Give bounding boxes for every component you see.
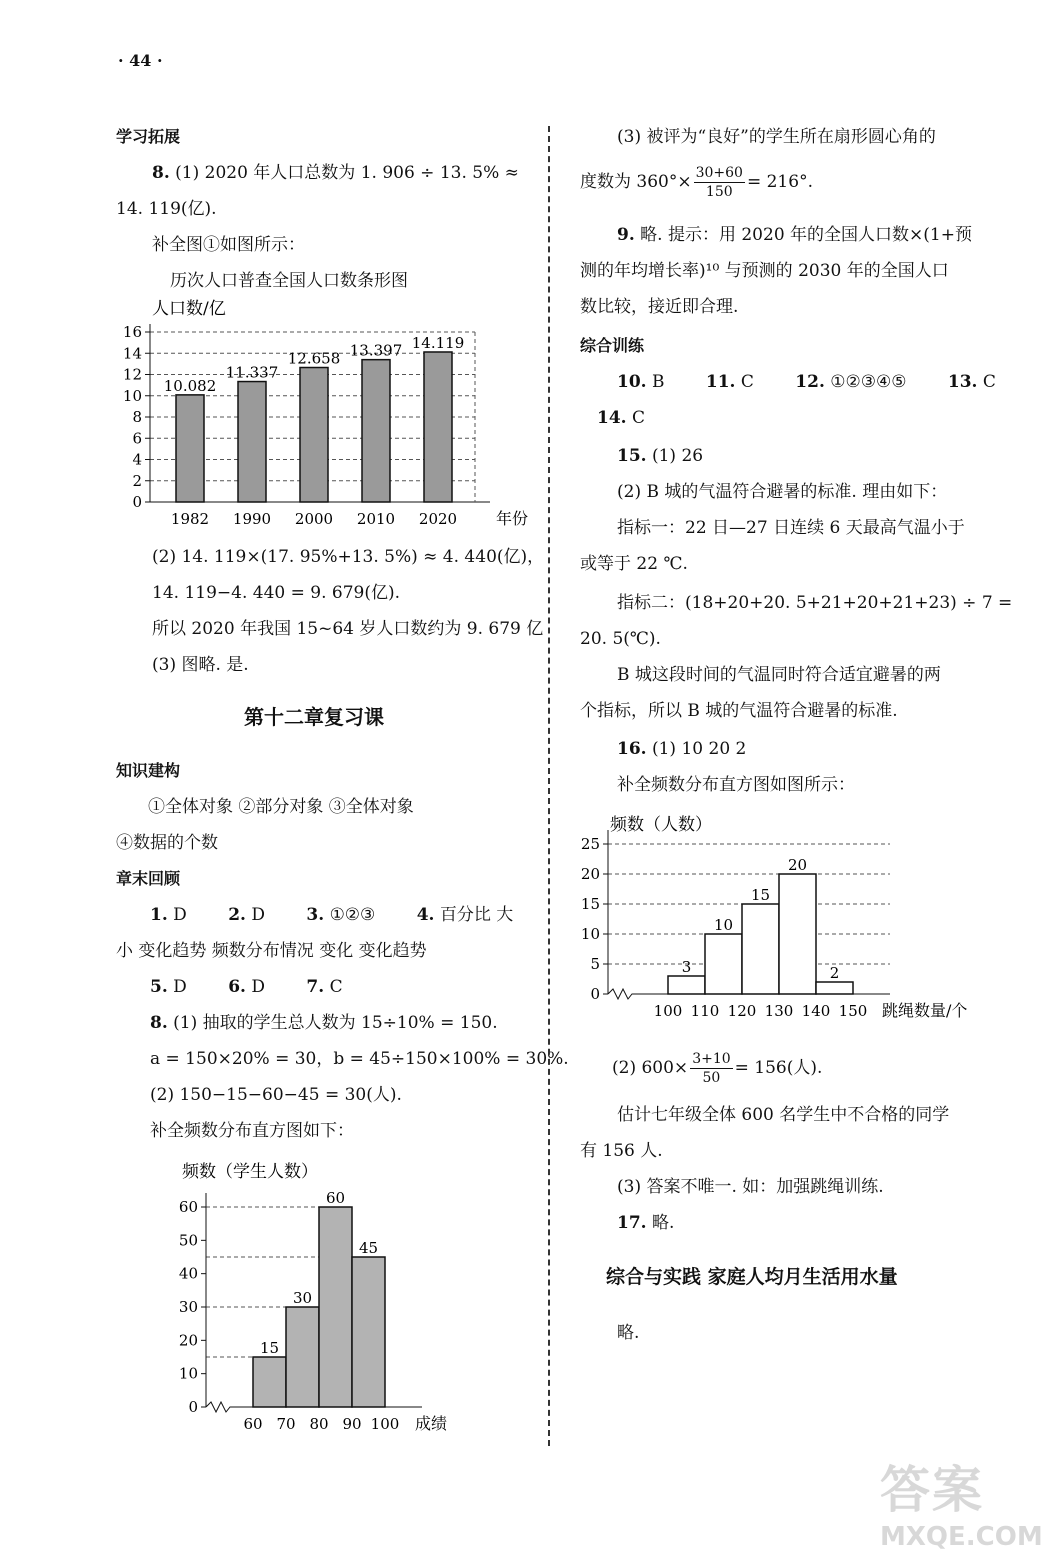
q1-number: 1. [150,905,168,925]
chart2-value-label: 30 [292,1289,313,1307]
q16-line-5: 有 156 人. [580,1141,663,1161]
chart1-value-label: 14.119 [411,333,465,352]
zhangmo-line-2: 小 变化趋势 频数分布情况 变化 变化趋势 [116,941,427,961]
chart3-edge-label: 110 [690,1002,720,1020]
q6-answer: D [251,977,265,997]
chart1-bar [362,360,390,502]
q15-answer: (1) 26 [651,446,704,466]
zonghe-line-1 [617,371,996,393]
q17-line [617,1212,674,1234]
chart3-value-label: 15 [750,886,771,904]
q16-prefix: (2) 600× [612,1058,689,1078]
q15-line-3: 指标一：22 日—27 日连续 6 天最高气温小于 [617,518,965,538]
zm8-line-3: (2) 150−15−60−45 = 30(人). [150,1085,402,1105]
chart3-xlabel: 跳绳数量/个 [882,1001,968,1020]
q6-number: 6. [228,977,246,997]
chart1-bar [300,368,328,502]
q5-answer: D [173,977,187,997]
chart2-value-label: 15 [259,1339,280,1357]
chart2-ytick-label: 60 [178,1198,198,1216]
zhishi-line-2: ④数据的个数 [116,833,218,853]
rope-skipping-histogram [570,810,990,1030]
chart2-ytick-label: 0 [188,1398,198,1416]
chart1-ytick-label: 16 [122,323,142,341]
chart1-ytick-label: 8 [132,408,142,426]
chart1-ytick-label: 2 [132,471,142,490]
chart3-bar [816,982,853,994]
q16-line-2: 补全频数分布直方图如图所示： [617,775,855,795]
chart3-value-label: 10 [713,916,734,934]
chart3-edge-label: 120 [727,1002,757,1020]
chart1-title: 历次人口普查全国人口数条形图 [170,271,408,291]
zm8-number: 8. [150,1013,168,1033]
chart1-ytick-label: 10 [122,386,142,405]
q16-number: 16. [617,739,647,759]
section-heading-xuexi: 学习拓展 [116,127,181,146]
q7-number: 7. [306,977,325,997]
chart1-value-label: 10.082 [163,376,217,395]
q8-3-prefix: 度数为 360°× [580,172,692,192]
zhishi-line-1: ①全体对象 ②部分对象 ③全体对象 [148,797,414,817]
q7-answer: C [329,977,343,997]
q8-3-fraction [694,164,745,201]
chart2-edge-label: 60 [243,1415,263,1433]
q15-line-2: (2) B 城的气温符合避暑的标准. 理由如下： [617,482,948,502]
chart2-bar [319,1207,352,1407]
q13-answer: C [982,372,996,392]
chart1-value-label: 13.397 [349,341,403,360]
chart3-bar [705,934,742,994]
q2-answer: D [251,905,265,925]
q16-line-4: 估计七年级全体 600 名学生中不合格的同学 [617,1105,950,1125]
chart3-value-label: 2 [829,964,840,982]
q9-line-1 [617,224,972,246]
chart1-ytick-label: 0 [132,493,142,511]
chart2-ytick-label: 10 [178,1364,198,1383]
chart2-edge-label: 80 [309,1415,329,1433]
section-heading-zhishi: 知识建构 [116,761,181,780]
population-bar-chart [110,292,530,537]
q15-number: 15. [617,446,647,466]
q11-answer: C [740,372,754,392]
q9-text-1: 略. 提示：用 2020 年的全国人口数×(1+预 [640,225,972,245]
q15-line-5: 指标二：(18+20+20. 5+21+20+21+23) ÷ 7 = [617,593,1013,613]
chart1-category-label: 1990 [232,510,272,528]
chart2-ytick-label: 40 [178,1264,198,1283]
q14-number: 14. [597,408,627,428]
q9-line-2: 测的年均增长率)¹⁰ 与预测的 2030 年的全国人口 [580,261,949,281]
watermark-text: MXQE.COM [880,1522,1043,1552]
chart1-category-label: 1982 [170,510,210,528]
chart2-edge-label: 90 [342,1415,362,1433]
chart3-edge-label: 100 [653,1002,683,1020]
zhangmo-line-3 [150,976,343,998]
chart1-bar [424,352,452,502]
chart3-value-label: 20 [787,856,808,874]
q16-answer: (1) 10 20 2 [651,739,747,759]
fraction-numerator: 3+10 [692,1051,731,1067]
q8-line-7: (3) 图略. 是. [152,655,249,675]
section-heading-zhangmo: 章末回顾 [116,869,181,888]
q3-answer: ①②③ [329,905,376,925]
column-divider [548,126,550,1446]
chart1-bar [176,395,204,502]
chart2-bar [352,1257,385,1407]
q17-number: 17. [617,1213,647,1233]
q11-number: 11. [705,372,736,392]
chart1-value-label: 11.337 [225,363,279,382]
q16-fraction [690,1050,732,1087]
q8-line-5: 14. 119−4. 440 = 9. 679(亿). [152,583,400,603]
practice-title: 综合与实践 家庭人均月生活用水量 [606,1266,898,1288]
chart1-ylabel: 人口数/亿 [152,299,226,319]
chapter-title: 第十二章复习课 [244,705,384,729]
q15-line-4: 或等于 22 ℃. [580,554,688,574]
q8-line-6: 所以 2020 年我国 15~64 岁人口数约为 9. 679 亿 [152,619,544,639]
chart1-category-label: 2000 [294,510,334,528]
q9-number: 9. [617,225,635,245]
practice-body: 略. [617,1323,640,1343]
zm8-line-1 [150,1012,498,1034]
chart2-axis-break [206,1402,234,1412]
zm8-line-2: a = 150×20% = 30，b = 45÷150×100% = 30%. [150,1049,569,1069]
watermark: 答案 MXQE.COM [880,1461,1043,1552]
q8-text-1: (1) 2020 年人口总数为 1. 906 ÷ 13. 5% ≈ [175,163,519,183]
chart1-ytick-label: 12 [122,365,142,384]
fraction-numerator: 30+60 [695,165,743,181]
chart3-value-label: 3 [681,958,692,976]
q8-line-3: 补全图①如图所示： [152,235,305,255]
chart1-category-label: 2020 [418,510,458,528]
chart1-ytick-label: 14 [122,344,142,363]
chart2-value-label: 60 [325,1189,346,1207]
zm8-line-4: 补全频数分布直方图如下： [150,1121,354,1141]
chart3-ytick-label: 0 [590,985,600,1003]
chart3-ylabel: 频数（人数） [610,815,712,835]
q8-line-2: 14. 119(亿). [116,199,217,219]
chart2-ytick-label: 50 [178,1231,198,1250]
q8-3-line-2 [580,162,813,202]
chart2-edge-label: 70 [276,1415,296,1433]
q17-answer: 略. [651,1213,675,1233]
chart3-ytick-label: 20 [580,865,600,883]
chart3-bar [742,904,779,994]
q5-number: 5. [150,977,168,997]
q10-answer: B [651,372,665,392]
chart2-bar [286,1307,319,1407]
q14-answer: C [631,408,645,428]
chart3-ytick-label: 15 [580,895,600,913]
q12-answer: ①②③④⑤ [830,372,907,392]
page-number: · 44 · [118,51,163,70]
zonghe-line-2 [597,407,645,429]
q16-line-1 [617,738,746,760]
chart2-ytick-label: 20 [178,1331,198,1350]
q8-3-line-1: (3) 被评为“良好”的学生所在扇形圆心角的 [617,127,936,147]
fraction-denominator: 150 [705,184,733,200]
chart3-axis-break [608,989,636,999]
chart1-bar [238,382,266,502]
chart3-edge-label: 130 [764,1002,794,1020]
zhangmo-line-1 [150,904,513,926]
chart3-ytick-label: 25 [580,835,600,853]
score-histogram [160,1155,490,1435]
chart2-edge-label: 100 [370,1415,400,1433]
q12-number: 12. [795,372,825,392]
q15-line-1 [617,445,703,467]
q1-answer: D [173,905,187,925]
chart2-ytick-label: 30 [178,1298,198,1316]
q13-number: 13. [947,372,978,392]
chart3-bar [668,976,705,994]
chart3-bar [779,874,816,994]
fraction-denominator: 50 [702,1070,721,1086]
section-heading-zonghe: 综合训练 [580,336,645,355]
q15-line-7: B 城这段时间的气温同时符合适宜避暑的两 [617,665,941,685]
chart2-bar [253,1357,286,1407]
q2-number: 2. [228,905,246,925]
q4-number: 4. [416,905,435,925]
chart3-edge-label: 140 [801,1002,831,1020]
q8-3-suffix: = 216°. [746,172,813,192]
chart2-xlabel: 成绩 [415,1414,448,1433]
chart3-ytick-label: 10 [580,925,600,943]
chart1-category-label: 2010 [356,510,396,528]
q16-line-3 [612,1048,822,1088]
zm8-text-1: (1) 抽取的学生总人数为 15÷10% = 150. [173,1013,498,1033]
q15-line-8: 个指标，所以 B 城的气温符合避暑的标准. [580,701,898,721]
chart3-edge-label: 150 [838,1002,868,1020]
chart2-value-label: 45 [358,1239,379,1257]
q16-suffix: = 156(人). [734,1058,823,1078]
chart3-ytick-label: 5 [590,955,600,973]
q10-number: 10. [617,372,647,392]
chart1-ytick-label: 4 [132,450,142,469]
chart1-value-label: 12.658 [287,349,341,368]
q4-answer: 百分比 大 [439,905,514,925]
q15-line-6: 20. 5(℃). [580,629,661,649]
q8-line-1 [152,162,519,184]
q8-line-4: (2) 14. 119×(17. 95%+13. 5%) ≈ 4. 440(亿)， [152,547,545,567]
q16-line-6: (3) 答案不唯一. 如：加强跳绳训练. [617,1177,884,1197]
chart2-ylabel: 频数（学生人数） [182,1162,318,1182]
q9-line-3: 数比较，接近即合理. [580,297,739,317]
chart1-ytick-label: 6 [132,429,142,448]
q8-number: 8. [152,163,170,183]
chart1-xlabel: 年份 [496,509,529,528]
q3-number: 3. [306,905,325,925]
